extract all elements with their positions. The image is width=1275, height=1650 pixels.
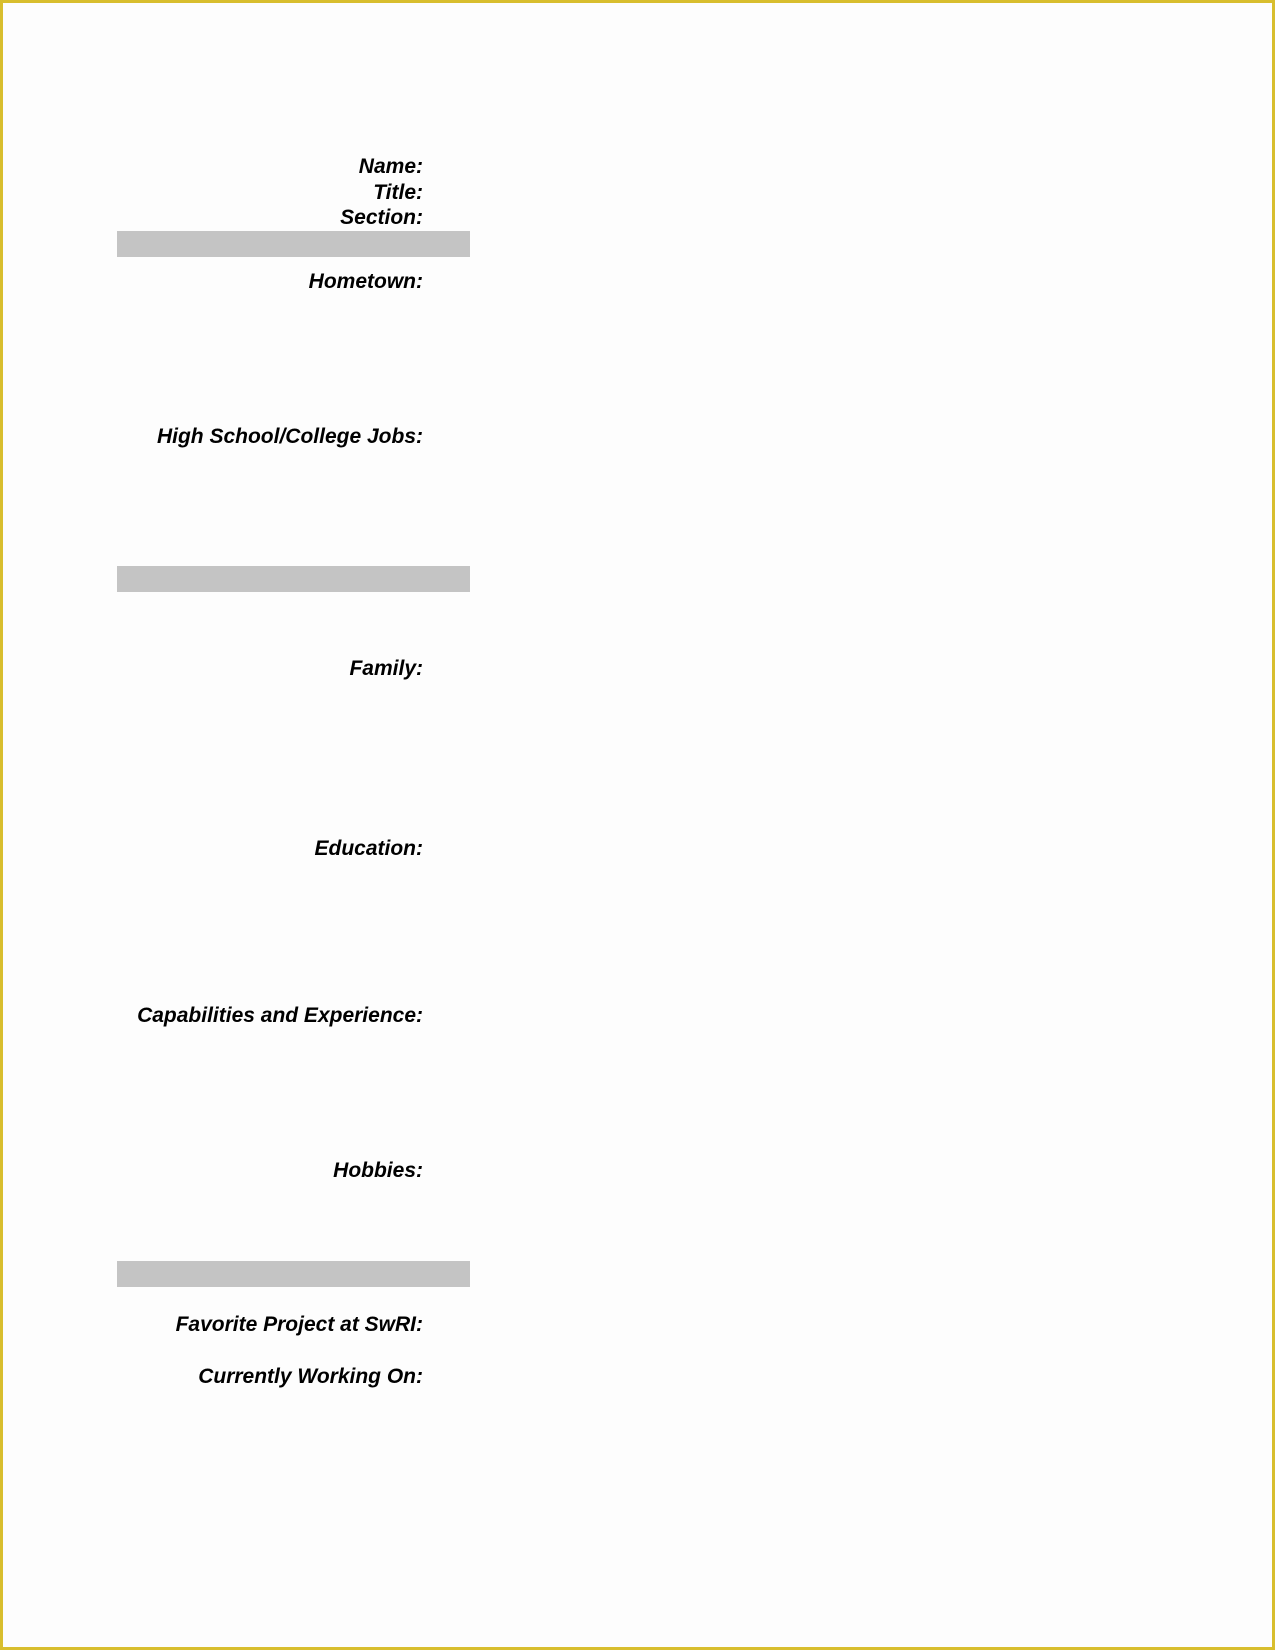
hobbies-label: Hobbies: (333, 1159, 423, 1182)
title-label: Title: (373, 181, 423, 204)
capabilities-label: Capabilities and Experience: (137, 1004, 423, 1027)
section-divider-1 (117, 231, 470, 257)
current-work-label: Currently Working On: (198, 1365, 423, 1388)
education-label: Education: (314, 837, 423, 860)
hometown-label: Hometown: (308, 270, 423, 293)
family-label: Family: (349, 657, 423, 680)
favorite-project-label: Favorite Project at SwRI: (175, 1313, 423, 1336)
section-label: Section: (340, 206, 423, 229)
section-divider-3 (117, 1261, 470, 1287)
section-divider-2 (117, 566, 470, 592)
jobs-label: High School/College Jobs: (156, 425, 423, 448)
name-label: Name: (358, 155, 423, 178)
